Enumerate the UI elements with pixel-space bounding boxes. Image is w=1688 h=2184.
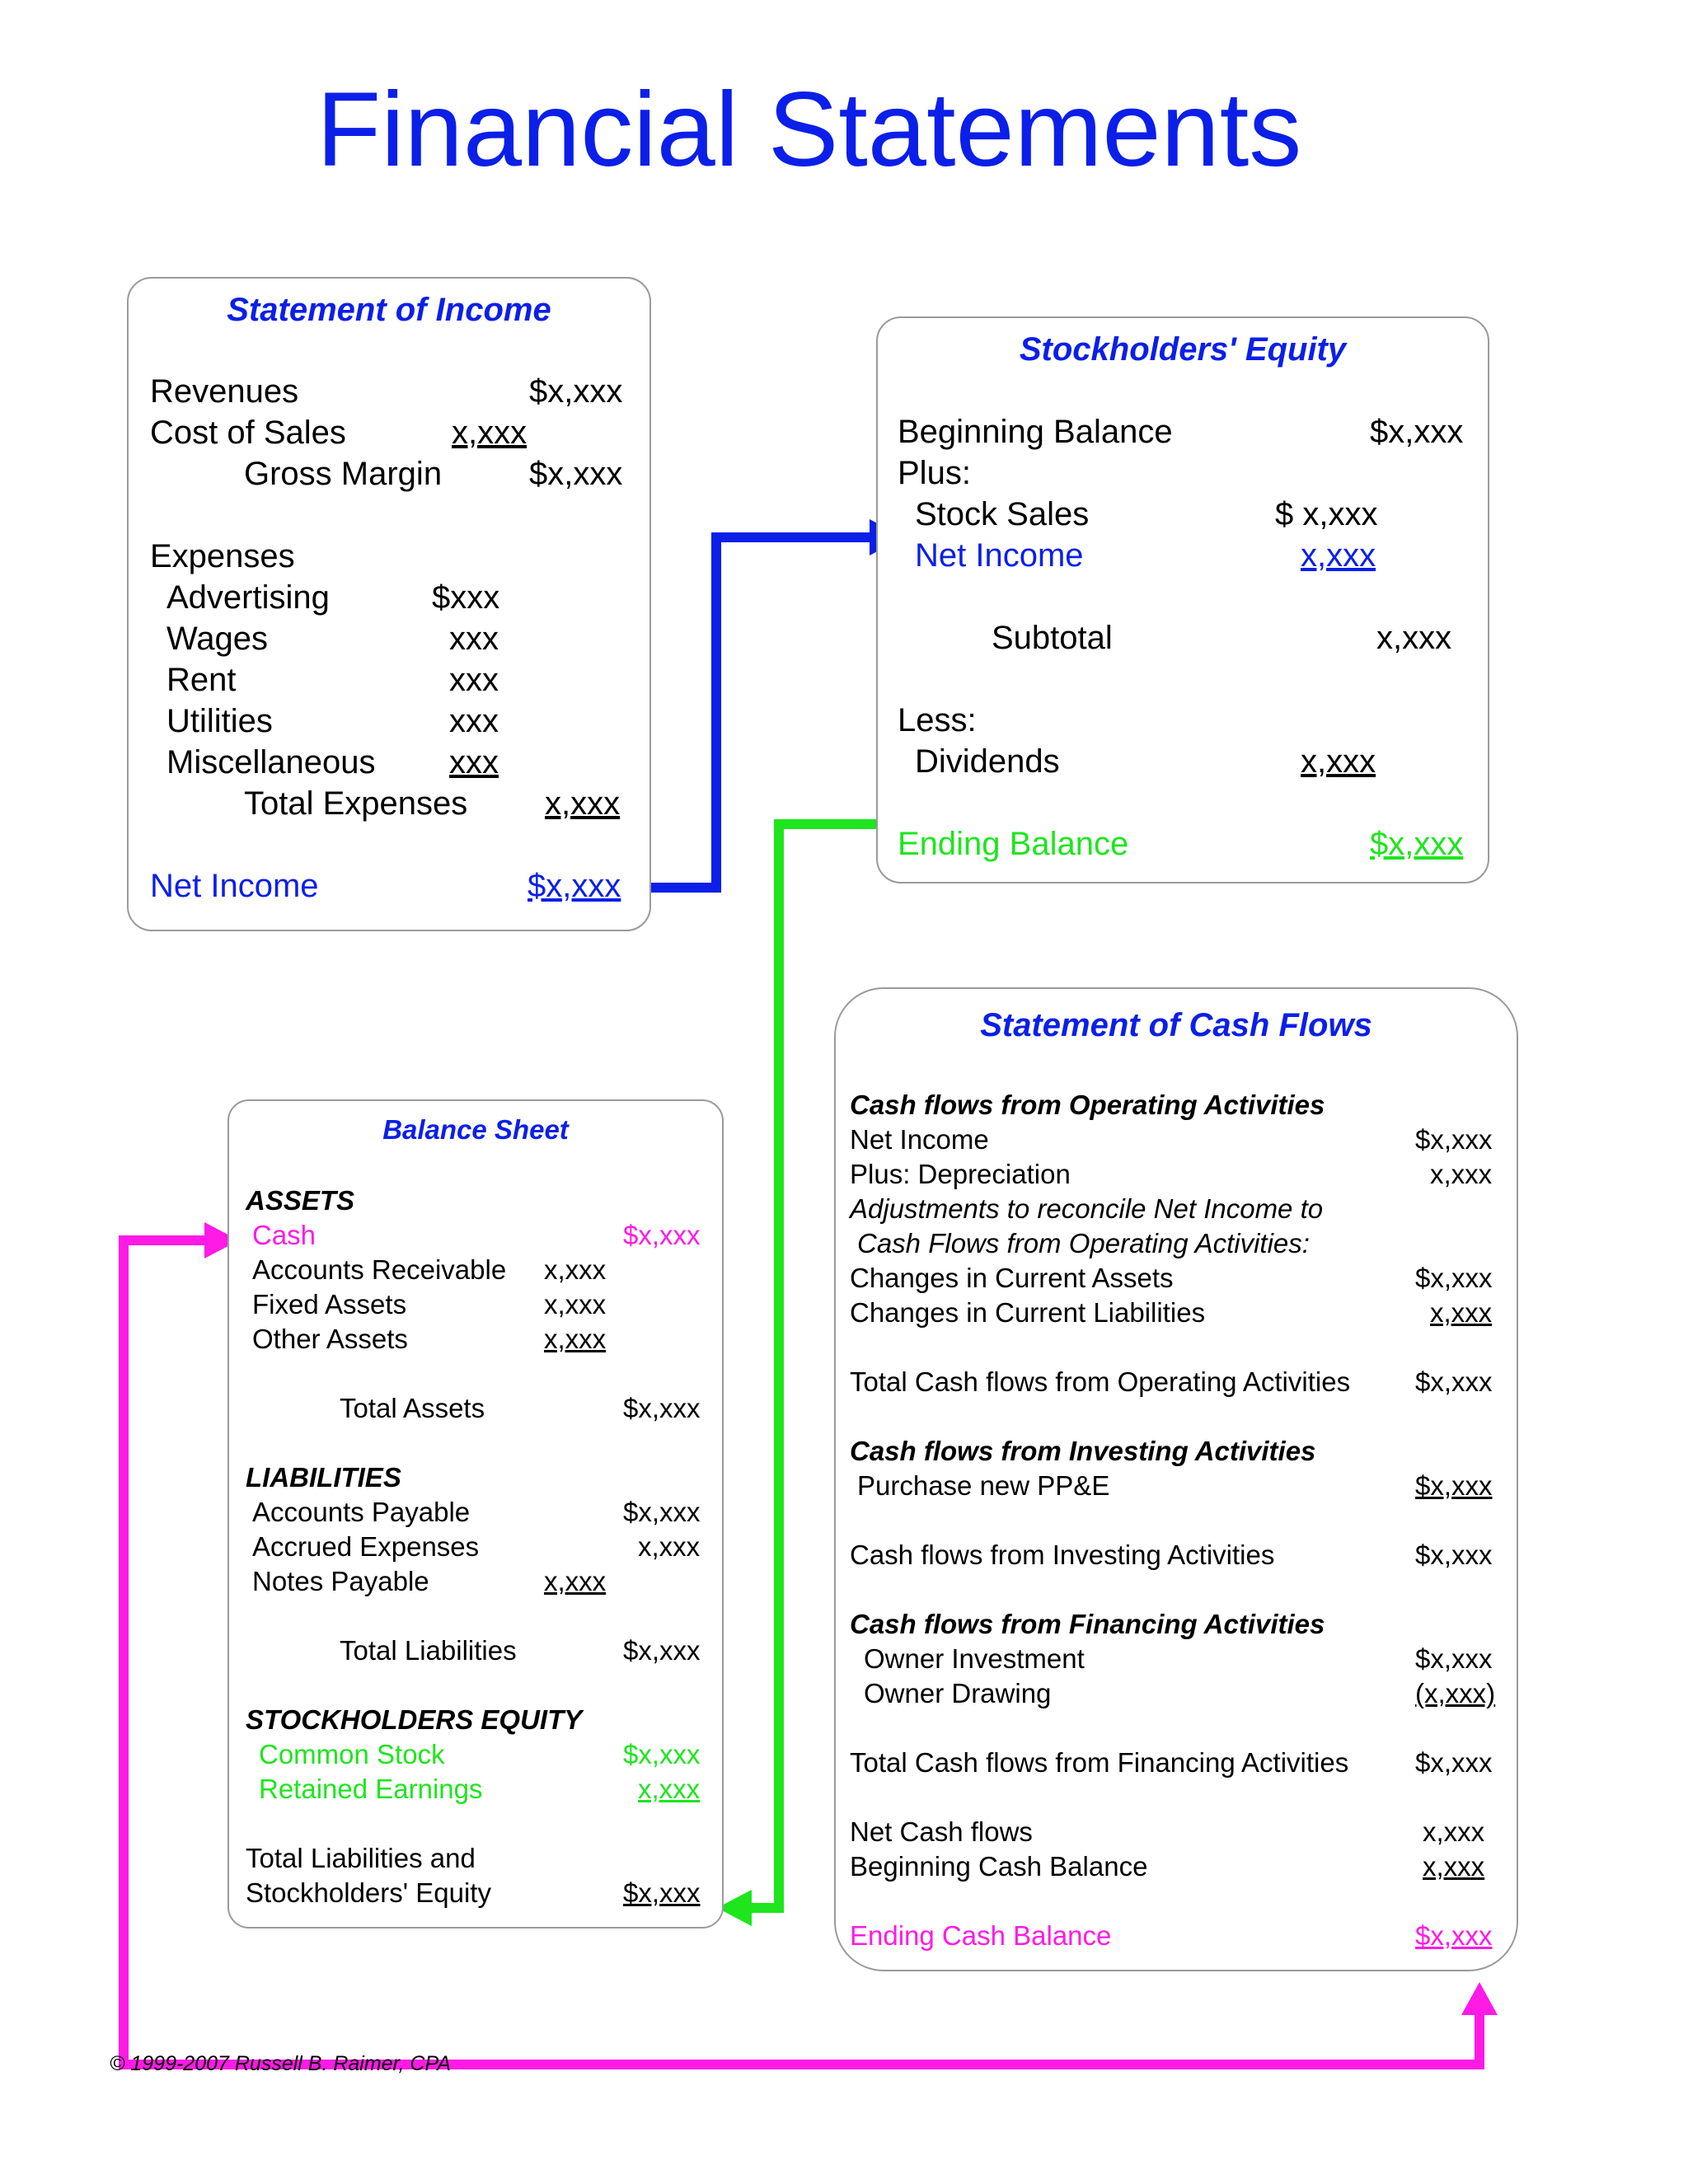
accounts-payable-label: Accounts Payable [252, 1497, 471, 1527]
current-assets-label: Changes in Current Assets [850, 1263, 1174, 1293]
total-expenses-value: x,xxx [545, 785, 621, 822]
notes-payable-label: Notes Payable [252, 1566, 429, 1596]
plus-label: Plus: [898, 455, 971, 491]
income-statement-box [127, 277, 651, 931]
cf-net-income-value: $x,xxx [1415, 1124, 1493, 1155]
stockholders-equity-title: Stockholders' Equity [1019, 331, 1347, 368]
investing-heading: Cash flows from Investing Activities [850, 1436, 1316, 1466]
owner-investment-value: $x,xxx [1415, 1643, 1493, 1674]
cash-flows-title: Statement of Cash Flows [980, 1007, 1372, 1043]
expense-label: Utilities [166, 703, 273, 739]
expense-value: xxx [449, 744, 499, 780]
expense-value: $xxx [432, 579, 500, 616]
expense-value: xxx [449, 621, 499, 657]
accrued-expenses-label: Accrued Expenses [252, 1531, 480, 1562]
dividends-value: x,xxx [1301, 743, 1376, 780]
total-assets-value: $x,xxx [623, 1393, 701, 1423]
operating-heading: Cash flows from Operating Activities [850, 1090, 1325, 1120]
stockholders-equity-heading: STOCKHOLDERS EQUITY [246, 1704, 583, 1735]
financing-total-label: Total Cash flows from Financing Activities [850, 1747, 1349, 1778]
total-le-label-line2: Stockholders' Equity [246, 1877, 491, 1908]
beginning-cash-label: Beginning Cash Balance [850, 1851, 1148, 1882]
expense-label: Miscellaneous [166, 744, 376, 780]
balance-sheet-box [227, 1099, 724, 1929]
beginning-balance-value: $x,xxx [1370, 414, 1464, 450]
balance-sheet-title: Balance Sheet [382, 1114, 569, 1145]
assets-heading: ASSETS [246, 1185, 355, 1216]
expense-label: Rent [166, 662, 237, 698]
ending-cash-value: $x,xxx [1415, 1920, 1493, 1951]
total-assets-label: Total Assets [340, 1393, 485, 1423]
stock-sales-value: $ x,xxx [1275, 496, 1378, 532]
retained-earnings-value: x,xxx [638, 1774, 701, 1804]
cost-of-sales-label: Cost of Sales [150, 415, 346, 451]
common-stock-label: Common Stock [259, 1739, 445, 1769]
accounts-receivable-label: Accounts Receivable [252, 1254, 507, 1285]
total-liabilities-label: Total Liabilities [340, 1635, 517, 1666]
fixed-assets-label: Fixed Assets [252, 1289, 407, 1319]
ending-balance-label: Ending Balance [898, 826, 1129, 862]
net-income-value: $x,xxx [528, 868, 621, 904]
expense-value: xxx [449, 662, 499, 698]
total-liabilities-value: $x,xxx [623, 1635, 701, 1666]
ppe-value: $x,xxx [1415, 1470, 1493, 1501]
financing-total-value: $x,xxx [1415, 1747, 1493, 1778]
revenues-value: $x,xxx [529, 373, 623, 410]
financing-heading: Cash flows from Financing Activities [850, 1609, 1325, 1639]
revenues-label: Revenues [150, 373, 299, 410]
owner-drawing-value: (x,xxx) [1415, 1678, 1496, 1708]
net-income-label: Net Income [150, 868, 319, 904]
depreciation-value: x,xxx [1430, 1159, 1493, 1189]
owner-investment-label: Owner Investment [864, 1643, 1085, 1674]
fixed-assets-value: x,xxx [544, 1289, 607, 1319]
stock-sales-label: Stock Sales [915, 496, 1090, 532]
equity-net-income-value: x,xxx [1301, 537, 1376, 574]
subtotal-label: Subtotal [992, 620, 1113, 656]
current-liabilities-label: Changes in Current Liabilities [850, 1297, 1206, 1328]
adjustments-line2: Cash Flows from Operating Activities: [857, 1228, 1310, 1258]
owner-drawing-label: Owner Drawing [864, 1678, 1052, 1708]
common-stock-value: $x,xxx [623, 1739, 701, 1769]
expenses-label: Expenses [150, 538, 295, 574]
retained-earnings-label: Retained Earnings [259, 1774, 483, 1804]
current-liabilities-value: x,xxx [1430, 1297, 1493, 1328]
ending-balance-value: $x,xxx [1370, 826, 1464, 862]
cost-of-sales-value: x,xxx [452, 415, 528, 451]
expense-label: Wages [166, 621, 269, 657]
gross-margin-label: Gross Margin [244, 456, 443, 492]
depreciation-label: Plus: Depreciation [850, 1159, 1071, 1189]
accrued-expenses-value: x,xxx [638, 1531, 701, 1562]
total-le-label-line1: Total Liabilities and [246, 1843, 476, 1873]
equity-net-income-label: Net Income [915, 537, 1084, 574]
other-assets-label: Other Assets [252, 1324, 408, 1354]
current-assets-value: $x,xxx [1415, 1263, 1493, 1293]
operating-total-value: $x,xxx [1415, 1366, 1493, 1397]
expense-label: Advertising [166, 579, 330, 616]
adjustments-line1: Adjustments to reconcile Net Income to [850, 1193, 1324, 1224]
beginning-cash-value: x,xxx [1423, 1851, 1485, 1882]
total-expenses-label: Total Expenses [244, 785, 468, 822]
operating-total-label: Total Cash flows from Operating Activities [850, 1366, 1351, 1397]
stockholders-equity-box [876, 316, 1489, 883]
copyright-notice: © 1999-2007 Russell B. Raimer, CPA [110, 2052, 451, 2075]
cash-value: $x,xxx [623, 1220, 701, 1250]
net-income-arrow-line [636, 537, 874, 888]
net-cash-flows-label: Net Cash flows [850, 1816, 1033, 1847]
notes-payable-value: x,xxx [544, 1566, 607, 1596]
ppe-label: Purchase new PP&E [857, 1470, 1110, 1501]
other-assets-value: x,xxx [544, 1324, 607, 1354]
ending-cash-label: Ending Cash Balance [850, 1920, 1112, 1951]
less-label: Less: [898, 702, 977, 738]
liabilities-heading: LIABILITIES [246, 1462, 401, 1493]
cf-net-income-label: Net Income [850, 1124, 989, 1155]
investing-total-label: Cash flows from Investing Activities [850, 1540, 1275, 1570]
page-title: Financial Statements [316, 71, 1302, 189]
income-statement-title: Statement of Income [227, 292, 551, 328]
subtotal-value: x,xxx [1376, 620, 1452, 656]
gross-margin-value: $x,xxx [529, 456, 623, 492]
dividends-label: Dividends [915, 743, 1060, 780]
accounts-receivable-value: x,xxx [544, 1254, 607, 1285]
cash-flows-box [834, 987, 1518, 1971]
accounts-payable-value: $x,xxx [623, 1497, 701, 1527]
total-le-value: $x,xxx [623, 1877, 701, 1908]
investing-total-value: $x,xxx [1415, 1540, 1493, 1570]
net-cash-flows-value: x,xxx [1423, 1816, 1485, 1847]
cash-label: Cash [252, 1220, 316, 1250]
expense-value: xxx [449, 703, 499, 739]
beginning-balance-label: Beginning Balance [898, 414, 1173, 450]
ending-cash-arrowhead [1461, 1982, 1498, 2015]
